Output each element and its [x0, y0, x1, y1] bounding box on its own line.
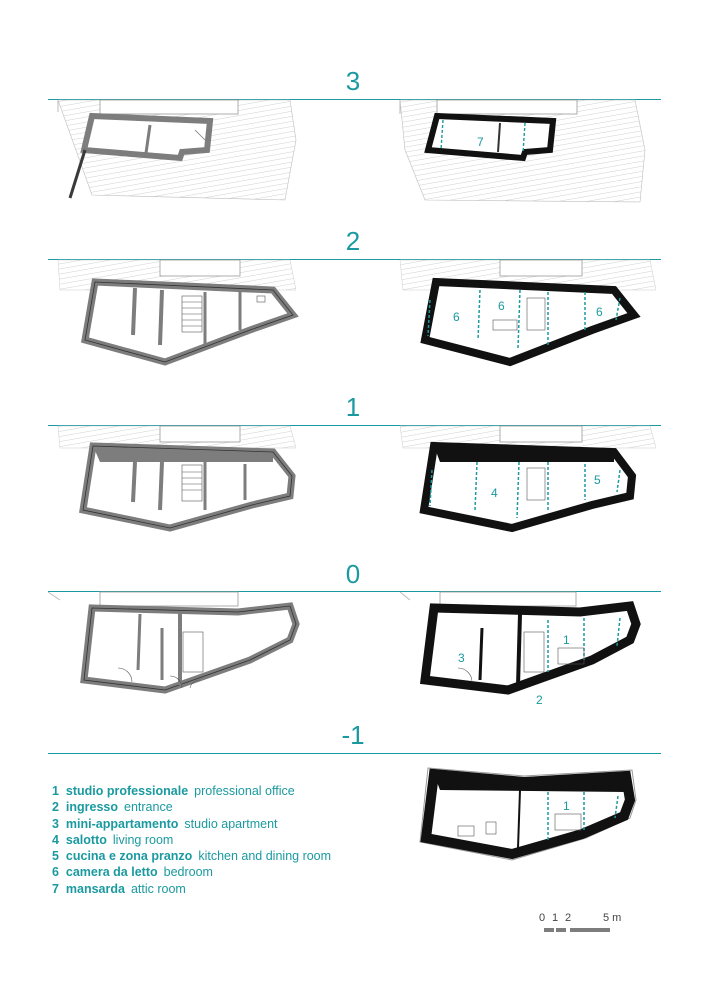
room-label-kitchen: 5: [594, 473, 601, 487]
scale-tick-5: 5 m: [603, 912, 622, 924]
room-label-studio-apartment: 3: [458, 651, 465, 665]
plan-level-2-right: [400, 260, 656, 362]
level-number-1: 1: [345, 392, 361, 422]
legend-item: 7 mansarda attic room: [52, 881, 186, 896]
legend-item: 2 ingresso entrance: [52, 800, 173, 815]
scale-bar: [544, 928, 610, 932]
scale-tick-0: 0: [539, 912, 546, 924]
legend-item: 4 salotto living room: [52, 832, 174, 847]
scale-tick-2: 2: [565, 912, 572, 924]
legend-item: 3 mini-appartamento studio apartment: [52, 816, 278, 831]
level-number-0: 0: [345, 559, 361, 589]
room-label-living: 4: [491, 486, 498, 500]
level-number-2: 2: [345, 226, 361, 256]
scale-tick-1: 1: [552, 912, 559, 924]
room-label-office-level-minus-1: 1: [563, 799, 570, 813]
plan-level-0-left: [48, 592, 296, 690]
legend-item: 6 camera da letto bedroom: [52, 865, 213, 880]
plan-level-3-right: [400, 100, 645, 202]
room-label-attic: 7: [477, 135, 484, 149]
room-label-bedroom-b: 6: [498, 299, 505, 313]
room-label-office-level-0: 1: [563, 633, 570, 647]
legend-item: 1 studio professionale professional office: [52, 784, 295, 798]
room-legend: [52, 783, 331, 897]
level-number-minus-1: -1: [341, 720, 365, 750]
room-label-entrance: 2: [536, 693, 543, 707]
level-number-3: 3: [345, 66, 361, 96]
plan-level-0-right: [400, 592, 636, 707]
plan-level-3-left: [58, 100, 296, 200]
room-label-bedroom-c: 6: [596, 305, 603, 319]
legend-item: 5 cucina e zona pranzo kitchen and dining room: [52, 849, 332, 864]
plan-level-2-left: [58, 260, 296, 362]
room-label-bedroom-a: 6: [453, 310, 460, 324]
plan-level-minus-1: [420, 768, 636, 860]
plan-level-1-right: [400, 426, 656, 528]
plan-level-1-left: [58, 426, 296, 528]
